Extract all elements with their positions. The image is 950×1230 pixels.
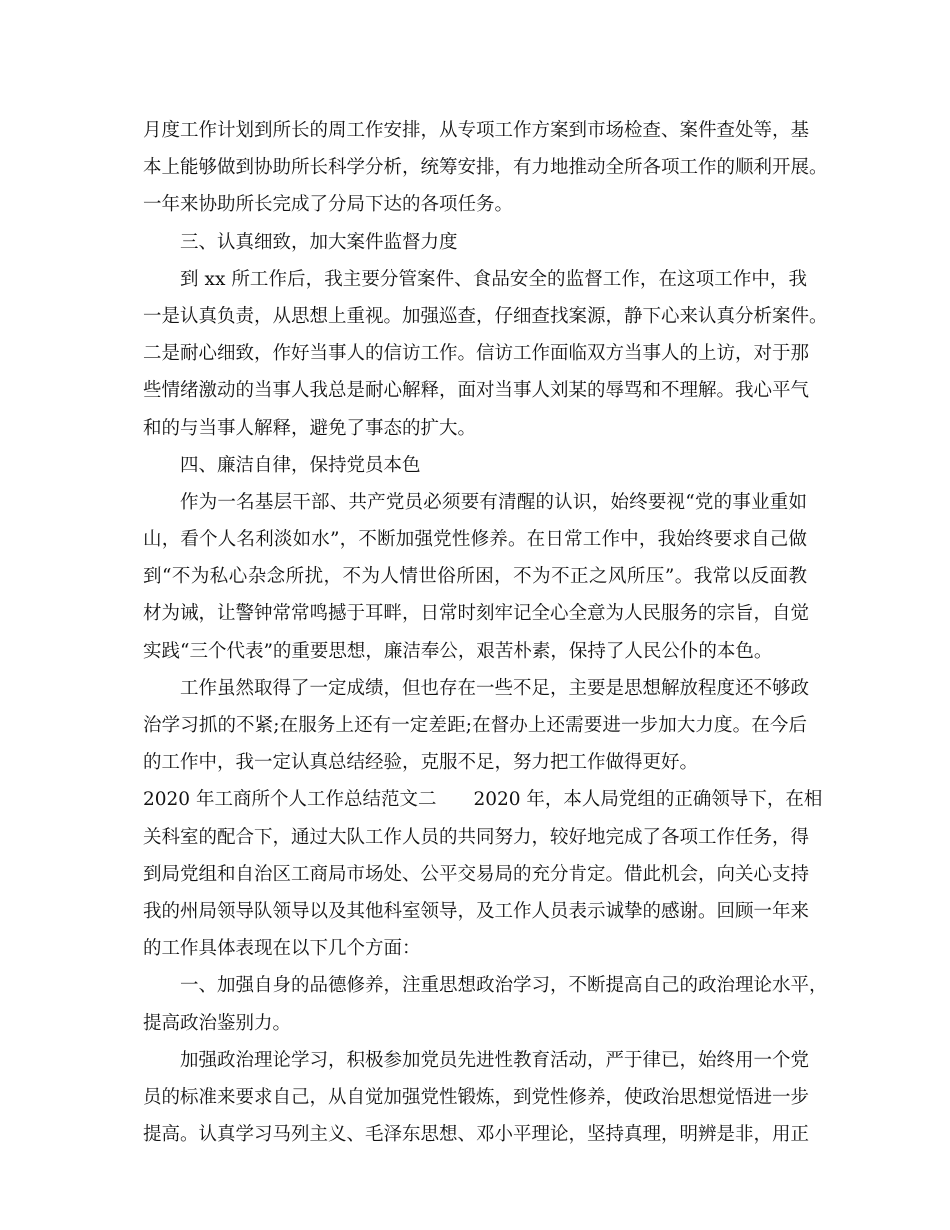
text-line: 加强政治理论学习，积极参加党员先进性教育活动，严于律已，始终用一个党 [180,1049,810,1071]
text-line: 二是耐心细致，作好当事人的信访工作。信访工作面临双方当事人的上访，对于那 [143,343,810,365]
text-line: 到“不为私心杂念所扰，不为人情世俗所困，不为不正之风所压”。我常以反面教 [143,566,807,588]
text-line: 到 xx 所工作后，我主要分管案件、食品安全的监督工作，在这项工作中，我 [180,268,807,290]
text-line: 三、认真细致，加大案件监督力度 [180,231,458,253]
text-line: 关科室的配合下，通过大队工作人员的共同努力，较好地完成了各项工作任务，得 [143,826,810,848]
text-line: 一年来协助所长完成了分局下达的各项任务。 [143,194,514,216]
text-line: 员的标准来要求自己，从自觉加强党性锻炼，到党性修养，使政治思想觉悟进一步 [143,1086,810,1108]
text-line: 山，看个人名利淡如水”，不断加强党性修养。在日常工作中，我始终要求自己做 [143,529,807,551]
text-line: 提高。认真学习马列主义、毛泽东思想、邓小平理论，坚持真理，明辨是非，用正 [143,1124,810,1146]
text-line: 些情绪激动的当事人我总是耐心解释，面对当事人刘某的辱骂和不理解。我心平气 [143,380,810,402]
text-line: 的工作具体表现在以下几个方面： [143,938,421,960]
text-line: 到局党组和自治区工商局市场处、公平交易局的充分肯定。借此机会，向关心支持 [143,863,810,885]
text-line: 本上能够做到协助所长科学分析，统筹安排，有力地推动全所各项工作的顺利开展。 [143,157,828,179]
text-line: 的工作中，我一定认真总结经验，克服不足，努力把工作做得更好。 [143,752,699,774]
text-line: 工作虽然取得了一定成绩，但也存在一些不足，主要是思想解放程度还不够政 [180,677,810,699]
text-line: 作为一名基层干部、共产党员必须要有清醒的认识，始终要视“党的事业重如 [180,491,807,513]
text-line: 一、加强自身的品德修养，注重思想政治学习，不断提高自己的政治理论水平， [180,975,828,997]
text-line: 我的州局领导队领导以及其他科室领导，及工作人员表示诚挚的感谢。回顾一年来 [143,900,810,922]
text-line: 材为诫，让警钟常常鸣撼于耳畔，日常时刻牢记全心全意为人民服务的宗旨，自觉 [143,603,810,625]
document-body [143,112,828,1153]
text-line: 提高政治鉴别力。 [143,1012,292,1034]
text-line: 和的与当事人解释，避免了事态的扩大。 [143,417,477,439]
text-line: 2020 年工商所个人工作总结范文二 2020 年，本人局党组的正确领导下，在相 [143,789,823,811]
text-line: 一是认真负责，从思想上重视。加强巡查，仔细查找案源，静下心来认真分析案件。 [143,305,828,327]
text-line: 月度工作计划到所长的周工作安排，从专项工作方案到市场检查、案件查处等，基 [143,120,810,141]
text-line: 实践“三个代表”的重要思想，廉洁奉公，艰苦朴素，保持了人民公仆的本色。 [143,640,773,662]
text-line: 四、廉洁自律，保持党员本色 [180,454,421,476]
text-line: 治学习抓的不紧;在服务上还有一定差距;在督办上还需要进一步加大力度。在今后 [143,715,807,736]
